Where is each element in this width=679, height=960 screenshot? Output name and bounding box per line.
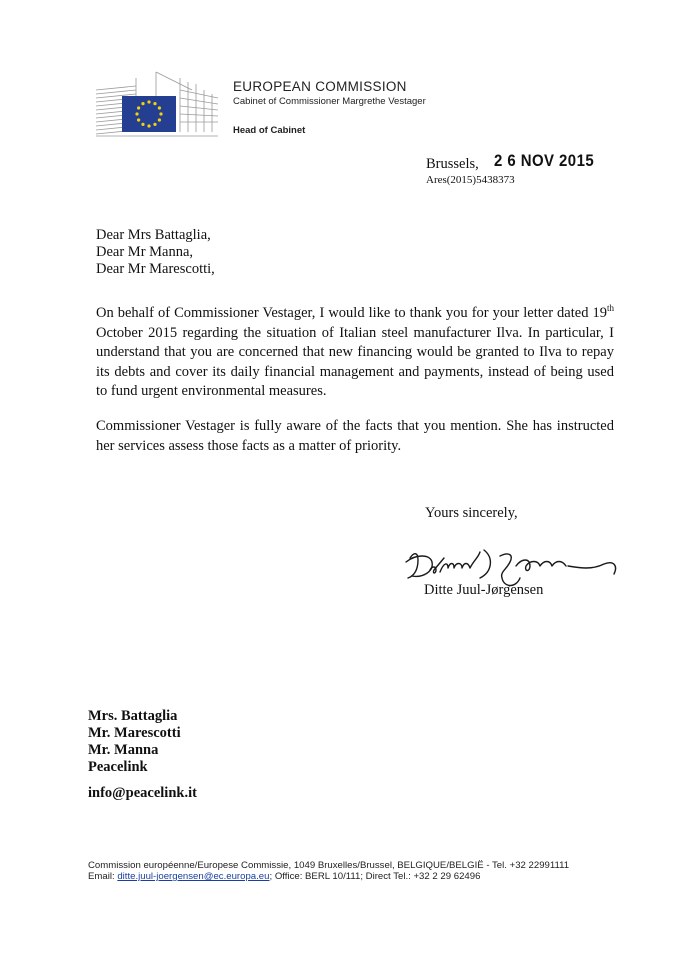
salutation-line: Dear Mr Manna, [96, 244, 194, 260]
reference-number: Ares(2015)5438373 [426, 174, 515, 186]
footer-email-label: Email: [88, 871, 118, 882]
salutation-line: Dear Mrs Battaglia, [96, 227, 211, 243]
date-stamp: 2 6 NOV 2015 [494, 151, 595, 170]
footer-address: Commission européenne/Europese Commissie, 1049 Bruxelles/Brussel, BELGIQUE/BELGIË - Tel. +32 22991111 [88, 860, 570, 871]
cabinet-name: Cabinet of Commissioner Margrethe Vestager [233, 96, 426, 107]
recipient-line: Mrs. Battaglia [88, 708, 178, 724]
recipient-line: Peacelink [88, 759, 148, 775]
body-paragraph-2: Commissioner Vestager is fully aware of the facts that you mention. She has instructed her services assess those facts as a matter of priority. [96, 418, 614, 454]
footer-email-link[interactable]: ditte.juul-joergensen@ec.europa.eu [117, 871, 270, 882]
signatory-name: Ditte Juul-Jørgensen [424, 582, 544, 598]
body-text: On behalf of Commissioner Vestager, I would like to thank you for your letter dated 19 [96, 305, 607, 321]
office-title: Head of Cabinet [233, 125, 306, 136]
eu-flag-building-logo-icon [96, 70, 218, 138]
place: Brussels, [426, 156, 479, 172]
recipient-line: Mr. Marescotti [88, 725, 181, 741]
body-text: October 2015 regarding the situation of Italian steel manufacturer Ilva. In particular, I understand that you are concerned that new financing would be granted to Ilva to repay its debts and cover its daily financial management and payments, instead of being used to fund urgent environmental measures. [96, 324, 614, 399]
recipient-line: Mr. Manna [88, 742, 159, 758]
organization-name: EUROPEAN COMMISSION [233, 79, 407, 94]
footer-office-phone: ; Office: BERL 10/111; Direct Tel.: +32 2 29 62496 [269, 871, 481, 882]
closing: Yours sincerely, [425, 505, 518, 521]
contact-email: info@peacelink.it [88, 785, 197, 801]
footer-contact [88, 871, 480, 882]
ordinal-suffix: th [606, 303, 614, 313]
body-paragraph-1 [96, 304, 614, 402]
salutation-line: Dear Mr Marescotti, [96, 261, 215, 277]
